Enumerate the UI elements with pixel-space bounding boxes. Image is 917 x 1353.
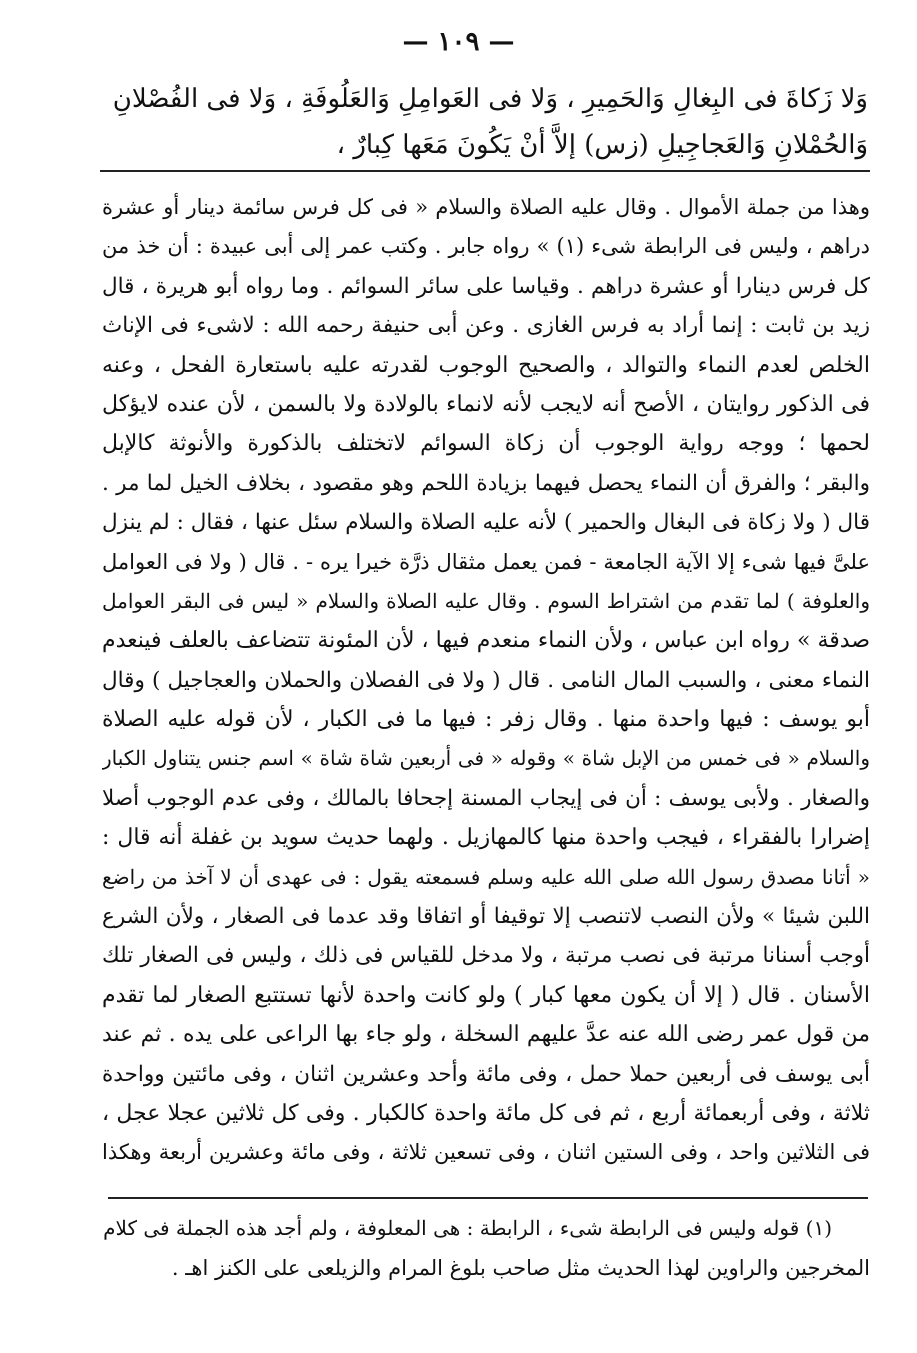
commentary-line: دراهم ، وليس فى الرابطة شىء (١) » رواه جابر . وكتب عمر إلى أبى عبيدة : أن خذ من [102, 234, 870, 259]
commentary-line: أوجب أسنانا مرتبة فى نصب مرتبة ، ولا مدخل للقياس فى ذلك ، وليس فى الصغار تلك [102, 943, 870, 969]
footnote-line: (١) قوله وليس فى الرابطة شىء ، الرابطة : هى المعلوفة ، ولم أجد هذه الجملة فى كلام [103, 1216, 832, 1240]
commentary-line: زيد بن ثابت : إنما أراد به فرس الغازى . وعن أبى حنيفة رحمه الله : لاشىء فى الإناث [102, 313, 870, 339]
commentary-line: فى الذكور روايتان ، الأصح أنه لايجب لأنه لانماء بالولادة ولا بالسمن ، لأن عنده لايؤكل [102, 391, 870, 417]
commentary-line: اللبن شيئا » ولأن النصب لاتنصب إلا توقيفا أو اتفاقا وقد عدما فى الصغار ، ولأن الشرع [102, 904, 870, 930]
commentary-line: فى الثلاثين واحد ، وفى الستين اثنان ، وفى تسعين ثلاثة ، وفى مائة وعشرين أربعة وهكذا [102, 1140, 870, 1165]
commentary-line: والعلوفة ) لما تقدم من اشتراط السوم . وقال عليه الصلاة والسلام « ليس فى البقر العوامل [102, 588, 870, 613]
page-number: — ١٠٩ — [402, 27, 515, 57]
commentary-line: أبى يوسف فى أربعين حملا حمل ، وفى مائة وأحد وعشرين اثنان ، وفى مائتين وواحدة [102, 1061, 870, 1087]
commentary-line: « أتانا مصدق رسول الله صلى الله عليه وسلم فسمعته يقول : فى عهدى أن لا آخذ من راضع [102, 864, 870, 889]
commentary-line: والسلام « فى خمس من الإبل شاة » وقوله « فى أربعين شاة شاة » اسم جنس يتناول الكبار [102, 746, 870, 771]
commentary-line: الأسنان . قال ( إلا أن يكون معها كبار ) ولو كانت واحدة لأنها تستتبع الصغار لما تقدم [102, 982, 870, 1008]
commentary-line: ثلاثة ، وفى أربعمائة أربع ، ثم فى كل مائة واحدة كالكبار . وفى كل ثلاثين عجلا عجل ، [102, 1100, 870, 1126]
footnote-line: المخرجين والراوين لهذا الحديث مثل صاحب بلوغ المرام والزيلعى على الكنز اهـ . [171, 1256, 870, 1280]
matn-line: وَلا زَكاةَ فى البِغالِ وَالحَمِيرِ ، وَلا فى العَوامِلِ وَالعَلُوفَةِ ، وَلا فى الفُصْلانِ [112, 84, 868, 114]
commentary-line: إضرارا بالفقراء ، فيجب واحدة منها كالمهازيل . ولهما حديث سويد بن غفلة أنه قال : [102, 825, 870, 851]
commentary-line: لحمها ؛ ووجه رواية الوجوب أن زكاة السوائم لاتختلف بالذكورة والأنوثة كالإبل [102, 431, 870, 457]
commentary-line: علىَّ فيها شىء إلا الآية الجامعة - فمن يعمل مثقال ذرَّة خيرا يره - . قال ( ولا فى العوامل [102, 549, 870, 574]
commentary-line: قال ( ولا زكاة فى البغال والحمير ) لأنه عليه الصلاة والسلام سئل عنها ، فقال : لم ينزل [102, 510, 870, 536]
matn-line: وَالحُمْلانِ وَالعَجاجِيلِ (زس) إلاَّ أنْ يَكُونَ مَعَها كِبارٌ ، [336, 130, 868, 160]
commentary-line: وهذا من جملة الأموال . وقال عليه الصلاة والسلام « فى كل فرس سائمة دينار أو عشرة [102, 195, 870, 219]
commentary-line: والصغار . ولأبى يوسف : أن فى إيجاب المسنة إجحافا بالمالك ، وفى عدم الوجوب أصلا [102, 785, 870, 811]
commentary-line: أبو يوسف : فيها واحدة منها . وقال زفر : فيها ما فى الكبار ، لأن قوله عليه الصلاة [102, 707, 870, 733]
commentary-line: النماء معنى ، والسبب المال النامى . قال ( ولا فى الفصلان والحملان والعجاجيل ) وقال [102, 667, 870, 693]
matn-text [100, 76, 868, 168]
commentary-line: الخلص لعدم النماء والتوالد ، والصحيح الوجوب لقدرته عليه باستعارة الفحل ، وعنه [102, 352, 870, 378]
commentary-line: صدقة » رواه ابن عباس ، ولأن النماء منعدم فيها ، لأن المئونة تتضاعف بالعلف فينعدم [102, 628, 870, 654]
commentary-line: من قول عمر رضى الله عنه عدَّ عليهم السخلة ، ولو جاء بها الراعى على يده . ثم عند [102, 1022, 870, 1048]
footnotes [102, 1208, 870, 1288]
matn-divider [100, 170, 870, 172]
commentary-text [102, 188, 870, 1173]
footnote-divider [108, 1197, 868, 1199]
commentary-line: كل فرس دينارا أو عشرة دراهم . وقياسا على سائر السوائم . وما رواه أبو هريرة ، قال [102, 273, 870, 299]
commentary-line: والبقر ؛ والفرق أن النماء يحصل فيهما بزيادة اللحم وهو مقصود ، بخلاف الخيل لما مر . [102, 470, 870, 496]
